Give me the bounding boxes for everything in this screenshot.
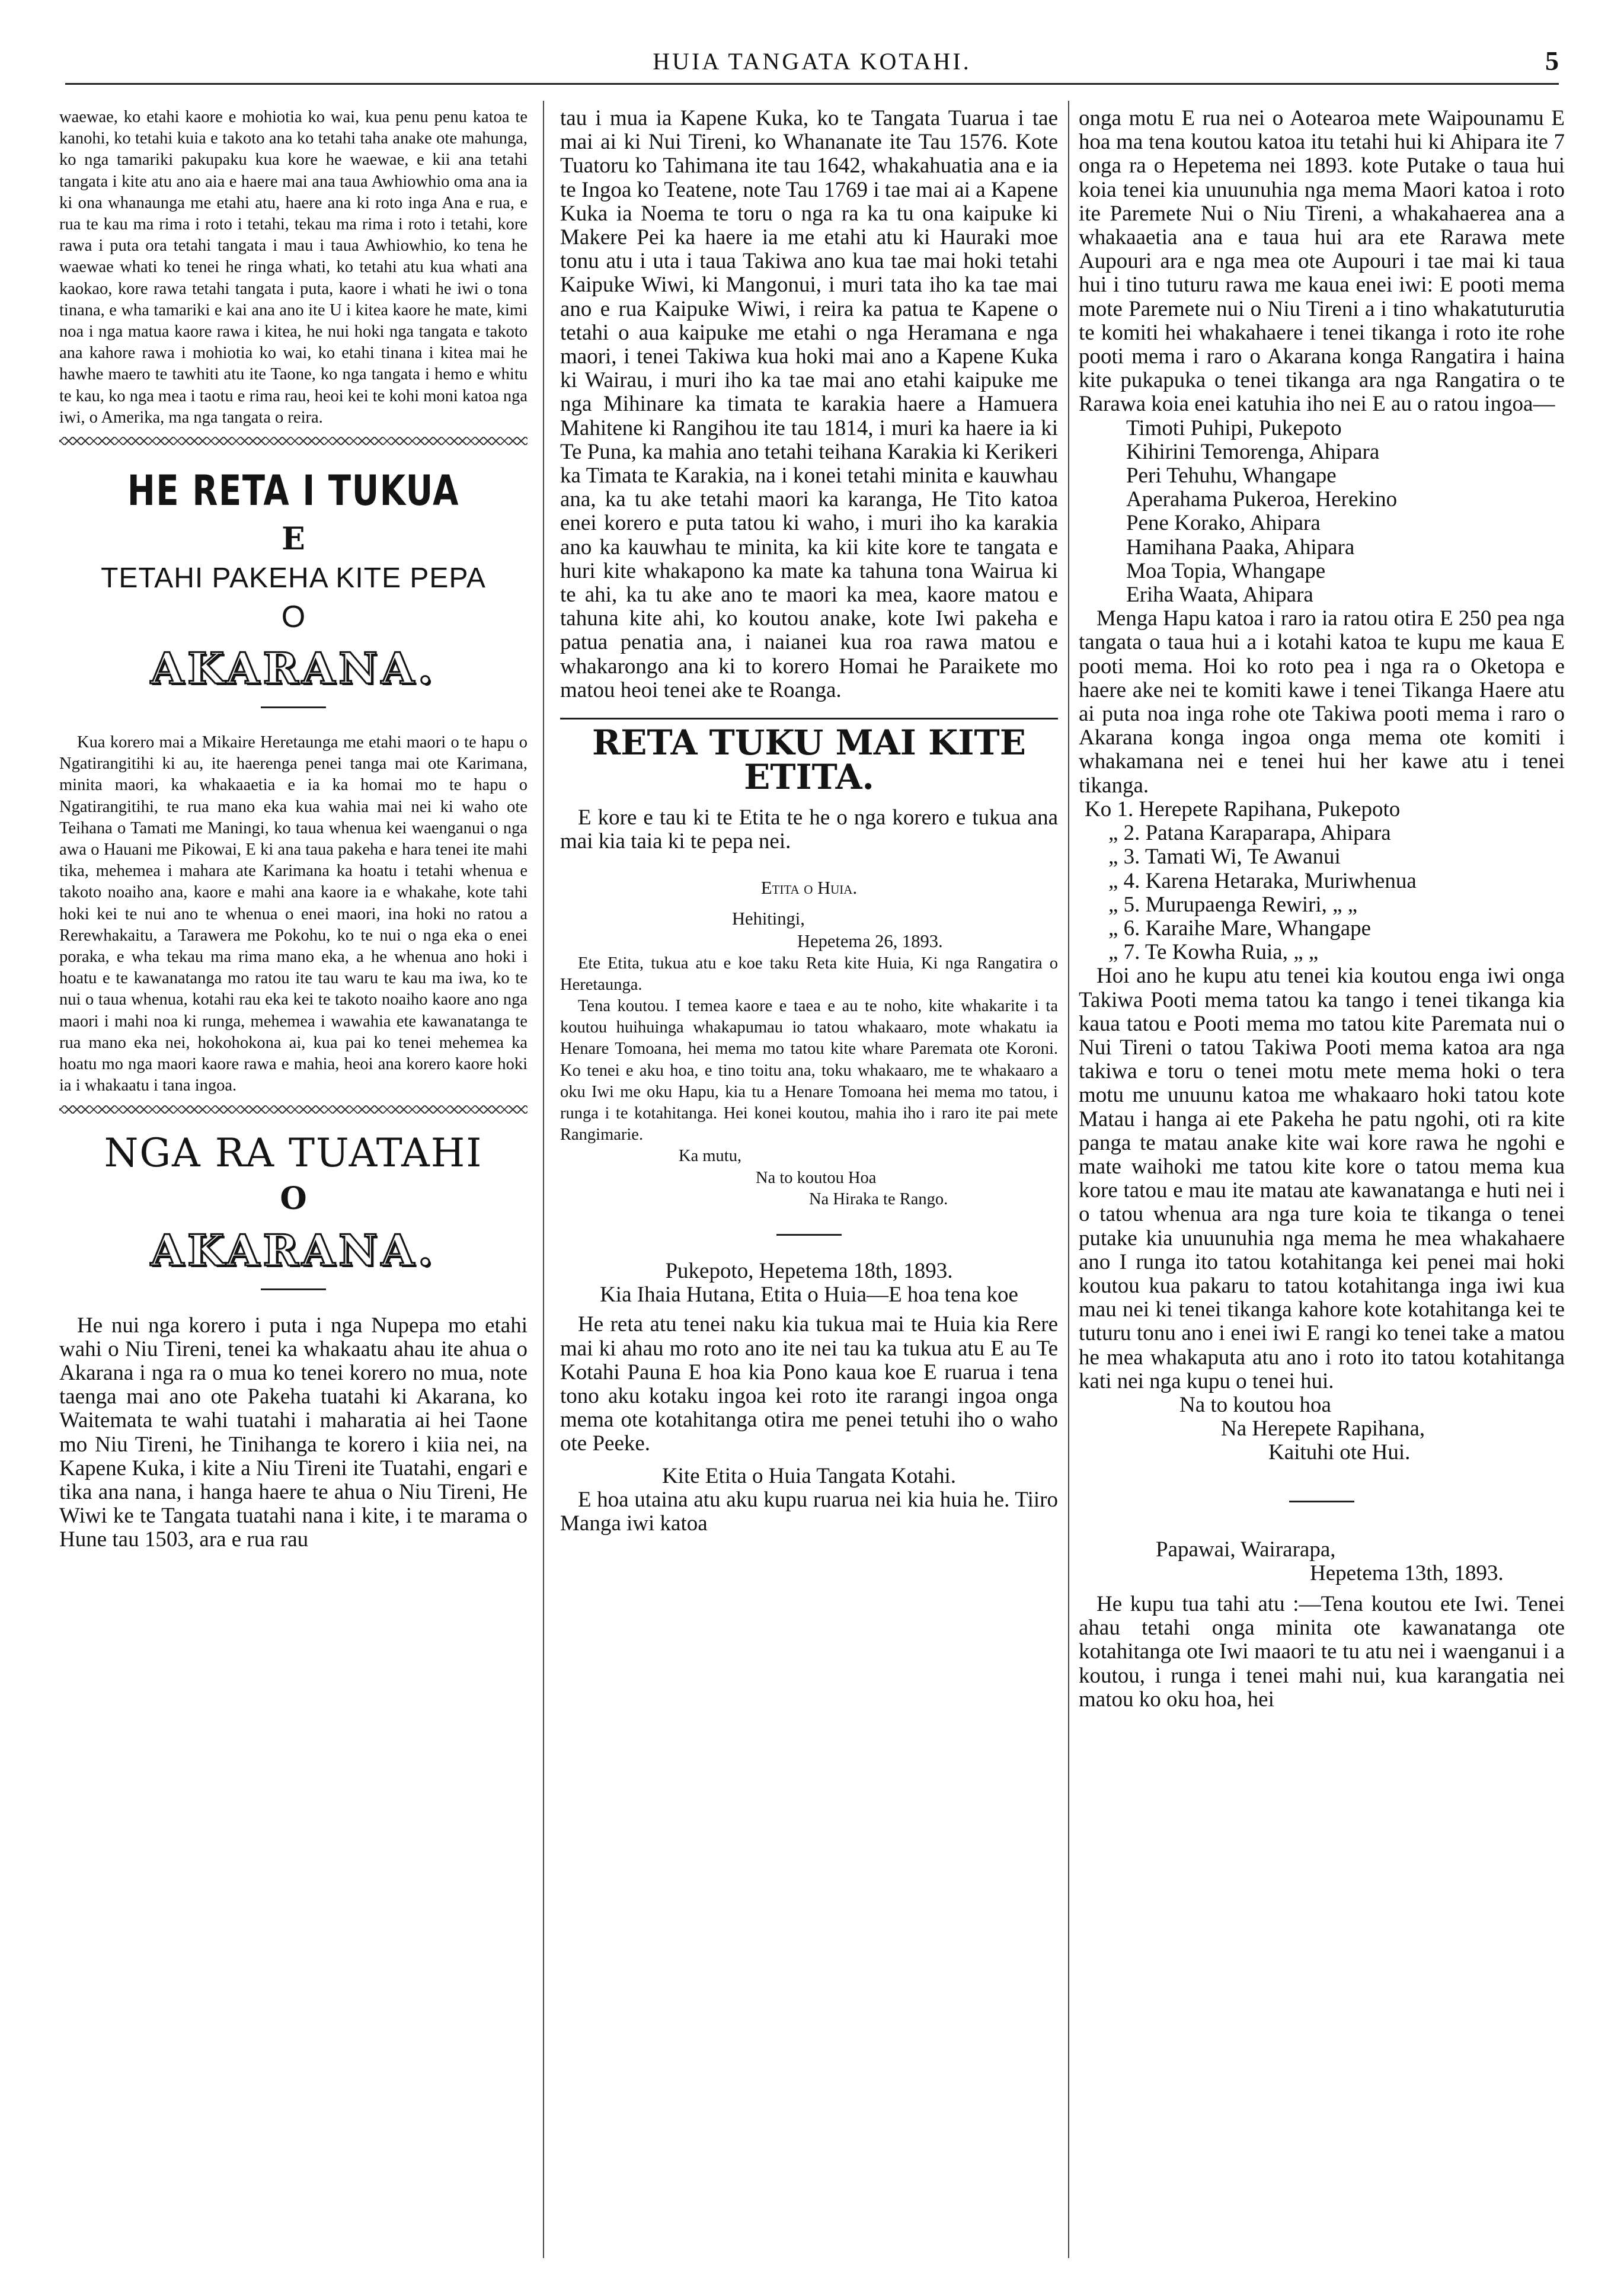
letter-tail: E hoa utaina atu aku kupu ruarua nei kia huia he. Tiiro Manga iwi katoa <box>560 1487 1058 1536</box>
letter-body: He reta atu tenei naku kia tukua mai te Huia kia Rere mai ki ahau mo roto ano ite nei tau ka tukua atu E au Te Kotahi Pauna E hoa kia Pono kaua koe E ruarua i tena tono aku kotaku ingoa kei roto ite rarangi ingoa onga mema ote kotahitanga otira me penei tetuhi iho o waho ote Peeke. <box>560 1312 1058 1456</box>
committee-list <box>1085 798 1565 964</box>
article-body: Menga Hapu katoa i raro ia ratou otira E 250 pea nga tangata o taua hui a i kotahi katoa te kupu me kaua E pooti mema. Hoi ko roto pea i nga ra o Oketopa e haere ake nei te komiti kawe i tenei Tikanga Haere atu ai puta noa inga rohe ote Takiwa pooti mema i raro o Akarana konga ingoa onga mema ote komiti i whakamana nei e tenei hui her kawe atu i tenei tikanga. <box>1079 606 1565 798</box>
letter-close: Na to koutou hoa <box>1179 1392 1331 1417</box>
names-list <box>1126 417 1565 607</box>
heading-akarana: AKARANA. <box>151 643 436 694</box>
letter-date: Hepetema 13th, 1893. <box>1310 1560 1504 1585</box>
heading-nga-ra-tuatahi: NGA RA TUATAHI <box>104 1130 483 1176</box>
list-item: „ 6. Karaihe Mare, Whangape <box>1108 916 1372 941</box>
heading-he-reta: HE RETA I TUKUA <box>127 466 460 516</box>
short-rule <box>261 706 326 708</box>
list-item: Pene Korako, Ahipara <box>1126 511 1321 536</box>
letter-signature: Na Hiraka te Rango. <box>809 1189 948 1208</box>
letter-place: Hehitingi, <box>732 909 805 929</box>
list-item: „ 7. Te Kowha Ruia, „ „ <box>1108 940 1319 965</box>
wavy-divider <box>59 437 528 445</box>
letter-place: Papawai, Wairarapa, <box>1156 1537 1336 1562</box>
letter-close: Ka mutu, <box>679 1147 742 1166</box>
list-item: Aperahama Pukeroa, Herekino <box>1126 487 1398 512</box>
column-1 <box>59 107 528 2270</box>
heading-o: O <box>281 600 306 635</box>
column-2 <box>560 107 1058 2270</box>
letter-salutation: Kia Ihaia Hutana, Etita o Huia—E hoa tena koe <box>600 1283 1018 1307</box>
column-rule <box>543 101 544 2258</box>
list-item: Peri Tehuhu, Whangape <box>1126 463 1337 488</box>
newspaper-title: HUIA TANGATA KOTAHI. <box>653 48 971 75</box>
list-item: Timoti Puhipi, Pukepoto <box>1126 415 1342 440</box>
article-continuation: waewae, ko etahi kaore e mohiotia ko wai, kua penu penu katoa te kanohi, ko tetahi kuia e takoto ana ko tetahi taha anake ote mahunga, ko nga tamariki pakupaku kua kore he waewae, e kii ana tetahi tangata i kite atu ano aia e haere mai ana taua Awhiowhio oma ana ia ki ona whanaunga me etahi atu, haere ana ki roto inga Ana e rua, e rua te kau ma rima i roto i tetahi, tekau ma rima i roto i tetahi, kore rawa i puta ora tetahi tangata i mau i taua Awhiowhio, ko tena he waewae whati ko tenei he ringa whati, ko tetahi atu kua whati ana kaokao, kore rawa tetahi tangata i puta, kaore i whati he iwi o tona tinana, e wha tamariki e kai ana ano ite U i kitea kaore he mate, kimi noa i nga matua kaore rawa i kitea, he nui hoki nga tangata e takoto ana kahore rawa i mohiotia ko wai, ko etahi tinana i kitea mai he hawhe maero te tawhiti atu ite Taone, ko nga tangata i hemo e whitu te kau, ko nga mea i taotu e rima rau, heoi kei te kohi moni katoa nga iwi, o Amerika, ma nga tangata o reira. <box>59 108 528 427</box>
letter-date: Hepetema 26, 1893. <box>797 930 943 951</box>
list-item: „ 5. Murupaenga Rewiri, „ „ <box>1108 892 1358 917</box>
wavy-divider <box>59 1105 528 1114</box>
list-item: Moa Topia, Whangape <box>1126 558 1326 583</box>
section-rule <box>560 718 1058 720</box>
list-item: Eriha Waata, Ahipara <box>1126 583 1313 607</box>
letter-salutation: Ete Etita, tukua atu e koe taku Reta kite Huia, Ki nga Rangatira o Heretaunga. <box>560 954 1058 994</box>
page-header <box>65 41 1559 85</box>
letter-signature: Kite Etita o Huia Tangata Kotahi. <box>661 1463 957 1488</box>
letter-body: He kupu tua tahi atu :—Tena koutou ete Iwi. Tenei ahau tetahi onga minita ote kawanatanga ote kotahitanga ote Iwi maaori te tu atu nei i waenganui i a koutou, i runga i tenei mahi nui, kua karangatia nei matou ko oku hoa, hei <box>1079 1591 1565 1712</box>
article-continuation: tau i mua ia Kapene Kuka, ko te Tangata Tuarua i tae mai ai ki Nui Tireni, ko Whananate ite Tau 1576. Kote Tuatoru ko Tahimana ite tau 1642, whakahuatia ana e ia te Ingoa ko Teatene, note Tau 1769 i tae mai ai a Kapene Kuka ia Noema te toru o nga ra ka tu ona kaipuke ki Makere Pei ka haere ia me etahi atu ki Hauraki moe tonu atu i uta i taua Takiwa ano kua tae mai hoki tetahi Kaipuke Wiwi, ki Mangonui, i muri tata iho ka tae mai ano e rua Kaipuke Wiwi, i reira ka patua te Kapene o tetahi o aua kaipuke me etahi o nga Heramana e nga maori, i tenei Takiwa kua hoki mai ano a Kapene Kuka ki Wairau, i muri iho ka tae mai ano etahi kaipuke me nga Mihinare ka timata te karakia haere a Hamuera Mahitene ki Rangihou ite tau 1814, i muri ka haere ia ki Te Puna, ka mahia ano tetahi teihana Karakia ki Kerikeri ka Timata te Karakia, na i konei tetahi minita e kauwhau ana, ka tu ake tetahi maori ka karanga, He Tito katoa enei korero e puta tatou ki waho, i muri iho ka karakia ano ka kauwhau te minita, ka kii kite kore te tangata e huri kite whakapono ka mate ka tahuna tona Wairua ki te ahi, ka tu ake ano te maori ka mea, kaore matou e tahuna kite ahi, ko koutou anake, kote Iwi pakeha e patua penatia ana, i naianei kua roa rawa matou e whakarongo ana ki to korero Homai he Paraikete mo matou heoi tenei ake te Roanga. <box>560 107 1058 702</box>
heading-akarana: AKARANA. <box>151 1224 436 1275</box>
short-rule <box>261 1288 326 1290</box>
list-item: Ko 1. Herepete Rapihana, Pukepoto <box>1085 797 1401 821</box>
short-rule <box>776 1234 842 1236</box>
article-body: He nui nga korero i puta i nga Nupepa mo etahi wahi o Niu Tireni, tenei ka whakaatu ahau ite ahua o Akarana i nga ra o mua ko tenei korero no mua, note taenga mai ano ote Pakeha tuatahi ki Akarana, ko Waitemata te wahi tuatahi i maharatia ai hei Taone mo Niu Tireni, he Tinihanga te korero i kiia nei, na Kapene Kuka, i kite a Niu Tireni ite Tuatahi, engari e tika ana nana, i hanga haere te ahua o Niu Tireni, He Wiwi ke te Tangata tuatahi nana i kite, i te marama o Hune tau 1503, ara e rua rau <box>59 1313 528 1552</box>
column-rule <box>1068 101 1069 2258</box>
list-item: „ 2. Patana Karaparapa, Ahipara <box>1108 821 1391 846</box>
heading-o: O <box>280 1180 307 1217</box>
list-item: „ 3. Tamati Wi, Te Awanui <box>1108 845 1341 869</box>
heading-reta-tuku-mai: RETA TUKU MAI KITE ETITA. <box>592 722 1026 798</box>
letter-body: Tena koutou. I temea kaore e taea e au te noho, kite whakarite i ta koutou huihuinga whakapumau io tatou whakaaro, mote whakatu ia Henare Tomoana, hei mema mo tatou kite whare Paremata ote Koroni. Ko tenei e aku hoa, e tino toitu ana, toku whakaaro, me te whakaaro a oku Iwi me oku Hapu, kia tu a Henare Tomoana hei mema mo tatou, i runga i te kotahitanga. Hei konei koutou, mahia iho i raro ite pai mete Rangimarie. <box>560 997 1058 1144</box>
heading-e: E <box>282 521 305 558</box>
page-number: 5 <box>1545 46 1559 76</box>
editor-notice: E kore e tau ki te Etita te he o nga korero e tukua ana mai kia taia ki te pepa nei. <box>560 805 1058 854</box>
letter-close: Na Herepete Rapihana, <box>1221 1416 1425 1441</box>
column-3 <box>1079 107 1565 2270</box>
article-body: Hoi ano he kupu atu tenei kia koutou enga iwi onga Takiwa Pooti mema tatou ka tango i tenei tikanga kia kaua tatou e Pooti mema mo tatou kite Paremata nui o Nui Tireni o tatou Takiwa Pooti mema katoa ara nga takiwa e toru o tenei motu mete mema hoki o tera motu me unuunu katoa me whakaaro hoki tatou kote Matau i hanga ai ete Pakeha he patu ngohi, oti ra kite panga te matau anake kite wai kore rawa he ngohi e mate waihoki me tatou kite kore o tatou mema kua kore tatou e mau ite matau ate kawanatanga e huti nei i o tatou whenua ara nga ture koia te tikanga o tenei putake kia unuunuhia nga mema he mea whakahaere ano I runga ito tatou kotahitanga kei penei mai hoki koutou kua pakaru to tatou kotahitanga inga iwi kua mau nei ki tenei tikanga kahore kote kotahitanga kei te tuturu tonu ano i enei iwi E rangi ko tenei take a matou he mea whakaputa atu ano i roto ito tatou kotahitanga kati nei nga kupu o tenei hui. <box>1079 964 1565 1393</box>
list-item: Kihirini Temorenga, Ahipara <box>1126 439 1380 464</box>
letter-signature: Kaituhi ote Hui. <box>1268 1440 1411 1465</box>
article-body: Kua korero mai a Mikaire Heretaunga me etahi maori o te hapu o Ngatirangitihi ki au, ite haerenga penei tanga mai ote Karimana, minita maori, ka whakaaetia e ia ka homai mo te hapu o Ngatirangitihi, te rua mano eka kua wahia mai nei ki waho ote Teihana o Tamati me Maningi, ko taua whenua kei waenganui o nga awa o Hauani me Pikowai, E ki ana taua pakeha e hara tenei ite mahi tika, mehemea i mahara ate Karimana ka hoatu i tetahi whenua e takoto noaiho ana, kaore e mahi ana kaore ia e whakahe, kote tahi hoki kei te nui ano te whenua o enei maori, ina hoki no ratou a Rerewhakaitu, a Tarawera me Pokohu, ko te nui o nga eka o enei poraka, e wha tekau ma rima mano eka, a he whenua ano hoki i hoatu e te kawanatanga mo ratou ite tau waru te kau ma iwa, ko te nui o taua whenua, kotahi rau eka kei te takoto noaiho kaore ano nga maori i mahi noa ki runga, mehemea i wawahia ete kawanatanga te rua mano eka nei, hokohokona ai, kua pai ko tenei mehemea ka hoatu mo nga maori kaore rawa e mahia, heoi ana korero kaore hoki ia i whakaatu i tana ingoa. <box>59 733 528 1095</box>
heading-tetahi-pakeha: TETAHI PAKEHA KITE PEPA <box>101 562 486 594</box>
short-rule <box>1289 1501 1354 1502</box>
letter-close: Na to koutou Hoa <box>756 1168 877 1187</box>
list-item: Hamihana Paaka, Ahipara <box>1126 535 1355 559</box>
article-continuation: onga motu E rua nei o Aotearoa mete Waipounamu E hoa ma tena koutou katoa itu tetahi hui ki Ahipara ite 7 onga ra o Hepetema nei 1893. kote Putake o taua hui koia tenei kia unuunuhia nga mema Maori katoa i roto ite Paremete Nui o Niu Tireni, a whakahaerea ana a whakaaetia ana e taua hui ara ete Rarawa mete Aupouri ara e nga mea ote Aupouri i tae mai ki taua hui i tino tuturu rawa me kaua enei iwi: E pooti mema mote Paremete nui o Niu Tireni a i tino whakatuturutia te komiti hei whakahaere i tenei tikanga i roto ite rohe pooti mema i raro o Akarana konga Rangatira i haina kite pukapuka o tenei tikanga ara nga Rangatira o te Rarawa koia enei katuhia iho nei E au o ratou ingoa— <box>1079 107 1565 417</box>
editor-heading: Etita o Huia. <box>760 878 858 898</box>
list-item: „ 4. Karena Hetaraka, Muriwhenua <box>1108 868 1417 893</box>
letter-place: Pukepoto, Hepetema 18th, 1893. <box>665 1259 953 1284</box>
